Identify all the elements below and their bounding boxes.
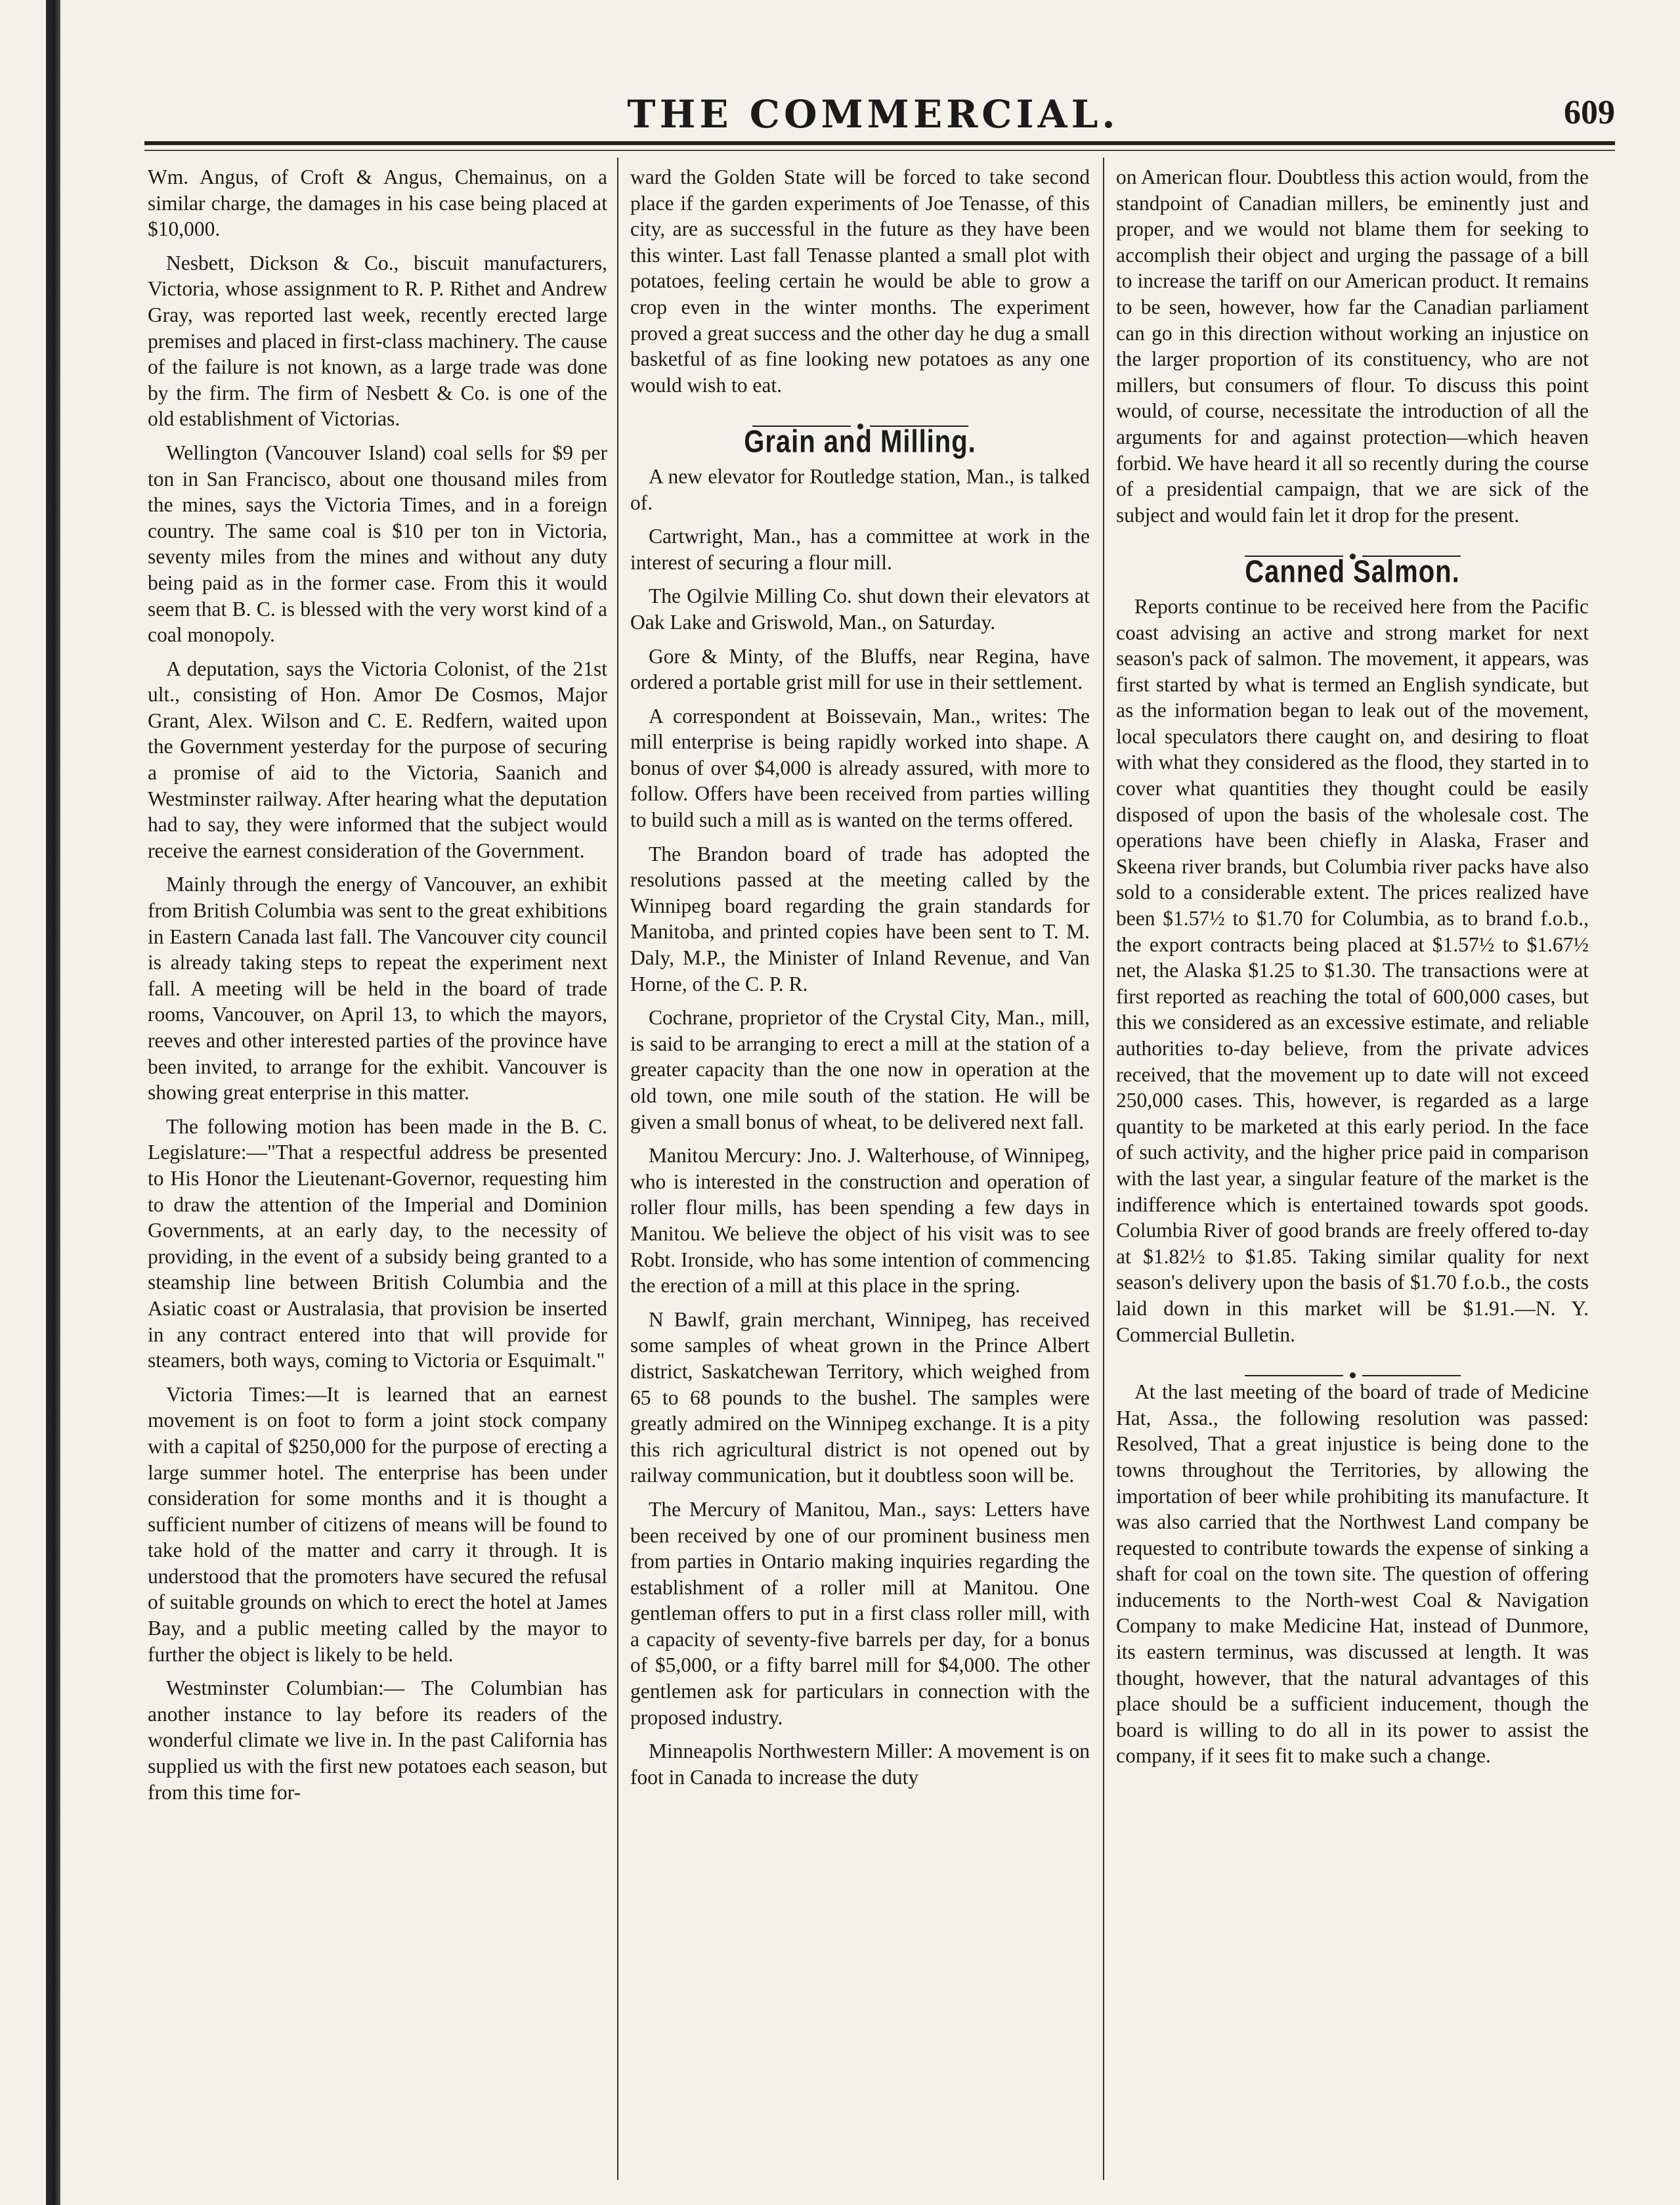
column-divider — [1103, 158, 1104, 2180]
scan-binding-edge — [46, 0, 60, 2205]
masthead-rule-thin — [144, 150, 1615, 151]
article-paragraph: Cochrane, proprietor of the Crystal City, Man., mill, is said to be arranging to erect a mill at the station of a greater capacity than the one now in operation at the old town, one mile south of the station. He will be given a small bonus of wheat, to be delivered next fall. — [630, 1006, 1090, 1133]
article-paragraph: The Mercury of Manitou, Man., says: Letters have been received by one of our prominent business men from parties in Ontario making inquiries regarding the establishment of a roller mill at Manitou. One gentleman offers to put in a first class roller mill, with a capacity of seventy-five barrels per day, for a bonus of $5,000, or a fifty barrel mill for $4,000. The other gentlemen ask for particulars in connection with the proposed industry. — [630, 1497, 1090, 1729]
article-paragraph: ward the Golden State will be forced to take second place if the garden experiments of Joe Tenasse, of this city, are as successful in the future as they have been this winter. Last fall Tenasse planted a small plot with potatoes, feeling certain he would be able to grow a crop even in the winter months. The experiment proved a great success and the other day he dug a small basketful of as fine looking new potatoes as any one would wish to eat. — [630, 165, 1090, 397]
article-paragraph: Wellington (Vancouver Island) coal sells for $9 per ton in San Francisco, about one thousand miles from the mines, says the Victoria Times, and in a foreign country. The same coal is $10 per ton in Victoria, seventy miles from the mines and without any duty being paid as in the former case. From this it would seem that B. C. is blessed with the very worst kind of a coal monopoly. — [148, 441, 607, 647]
column-1 — [148, 164, 607, 2173]
article-paragraph: At the last meeting of the board of trade of Medicine Hat, Assa., the following resolution was passed: Resolved, That a great injustice is being done to the towns throughout the Territories, by allowing the importation of beer while prohibiting its manufacture. It was also carried that the Northwest Land company be requested to contribute towards the expense of sinking a shaft for coal on the town site. The question of offering inducements to the North-west Coal & Navigation Company to make Medicine Hat, instead of Dunmore, its eastern terminus, was discussed at length. It was thought, however, that the natural advantages of this place should be a sufficient inducement, though the board is willing to do all in its power to assist the company, if it sees fit to make such a change. — [1116, 1380, 1589, 1768]
article-paragraph: The Ogilvie Milling Co. shut down their elevators at Oak Lake and Griswold, Man., on Saturday. — [630, 584, 1090, 634]
section-separator — [630, 411, 1090, 418]
article-paragraph: A correspondent at Boissevain, Man., writes: The mill enterprise is being rapidly worked into shape. A bonus of over $4,000 is already assured, with more to follow. Offers have been received from parties willing to build such a mill as is wanted on the terms offered. — [630, 704, 1090, 832]
column-3 — [1116, 164, 1589, 2173]
article-paragraph: Reports continue to be received here from the Pacific coast advising an active and strong market for next season's pack of salmon. The movement, it appears, was first started by what is termed an English syndicate, but as the information began to leak out of the movement, local speculators there caught on, and desiring to float with what they considered as the flood, they started in to cover what quantities they thought could be easily disposed of upon the basis of the wholesale cost. The operations have been chiefly in Alaska, Fraser and Skeena river brands, but Columbia river packs have also sold to a considerable extent. The prices realized have been $1.57½ to $1.70 for Columbia, as to brand f.o.b., the export contracts being placed at $1.57½ to $1.67½ net, the Alaska $1.25 to $1.30. The transactions were at first reported as reaching the total of 600,000 cases, but this we considered as an excessive estimate, and reliable authorities to-day believe, from the private advices received, that the movement up to date will not exceed 250,000 cases. This, however, is regarded as a large quantity to be marketed at this early period. In the face of such activity, and the higher price paid in comparison with the last year, a singular feature of the market is the indifference which is entertained towards spot goods. Columbia River of good brands are freely offered to-day at $1.82½ to $1.85. Taking similar quality for next season's delivery upon the basis of $1.70 f.o.b., the costs laid down in this market will be $1.91.—N. Y. Commercial Bulletin. — [1116, 594, 1589, 1346]
article-paragraph: N Bawlf, grain merchant, Winnipeg, has received some samples of wheat grown in the Prince Albert district, Saskatchewan Territory, which weighed from 65 to 68 pounds to the bushel. The samples were greatly admired on the Winnipeg exchange. It is a pity this rich agricultural district is not opened out by railway communication, but it doubtless soon will be. — [630, 1307, 1090, 1487]
article-paragraph: A new elevator for Routledge station, Man., is talked of. — [630, 464, 1090, 514]
section-separator — [1116, 1361, 1589, 1367]
article-paragraph: Victoria Times:—It is learned that an earnest movement is on foot to form a joint stock company with a capital of $250,000 for the purpose of erecting a large summer hotel. The enterprise has been under consideration for some months and it is thought a sufficient number of citizens of means will be found to take hold of the matter and carry it through. It is understood that the promoters have secured the refusal of suitable grounds on which to erect the hotel at James Bay, and a public meeting called by the mayor to further the object is likely to be held. — [148, 1382, 607, 1666]
article-paragraph: on American flour. Doubtless this action would, from the standpoint of Canadian millers, be eminently just and proper, and we would not blame them for seeking to accomplish their object and urging the passage of a bill to increase the tariff on our American product. It remains to be seen, however, how far the Canadian parliament can go in this direction without working an injustice on the larger proportion of its constituency, who are not millers, but consumers of flour. To discuss this point would, of course, necessitate the introduction of all the arguments for and against protection—which heaven forbid. We have heard it all so recently during the course of a presidential campaign, that we are sick of the subject and would fain let it drop for the present. — [1116, 165, 1589, 527]
section-heading: Canned Salmon. — [1245, 554, 1460, 590]
article-paragraph: The Brandon board of trade has adopted the resolutions passed at the meeting called by the Winnipeg board regarding the grain standards for Manitoba, and printed copies have been sent to T. M. Daly, M.P., the Minister of Inland Revenue, and Van Horne, of the C. P. R. — [630, 842, 1090, 995]
article-paragraph: Nesbett, Dickson & Co., biscuit manufacturers, Victoria, whose assignment to R. P. Rithet and Andrew Gray, was reported last week, recently erected large premises and placed in first-class machinery. The cause of the failure is not known, as a large trade was done by the firm. The firm of Nesbett & Co. is one of the old establishment of Victorias. — [148, 251, 607, 431]
article-paragraph: The following motion has been made in the B. C. Legislature:—"That a respectful address be presented to His Honor the Lieutenant-Governor, requesting him to draw the attention of the Imperial and Dominion Governments, at an early day, to the necessity of providing, in the event of a subsidy being granted to a steamship line between British Columbia and the Asiatic coast or Australasia, that provision be inserted in any contract entered into that will provide for steamers, both ways, coming to Victoria or Esquimalt." — [148, 1114, 607, 1372]
article-paragraph: Gore & Minty, of the Bluffs, near Regina, have ordered a portable grist mill for use in their settlement. — [630, 644, 1090, 694]
article-paragraph: Cartwright, Man., has a committee at work in the interest of securing a flour mill. — [630, 525, 1090, 574]
article-paragraph: Manitou Mercury: Jno. J. Walterhouse, of Winnipeg, who is interested in the construction and operation of roller flour mills, has been spending a few days in Manitou. We believe the object of his visit was to see Robt. Ironside, who has some intention of commencing the erection of a mill at this place in the spring. — [630, 1144, 1090, 1298]
article-paragraph: Minneapolis Northwestern Miller: A movement is on foot in Canada to increase the duty — [630, 1739, 1090, 1789]
article-paragraph: Westminster Columbian:— The Columbian has another instance to lay before its readers of the wonderful climate we live in. In the past California has supplied us with the first new potatoes each season, but from this time for- — [148, 1676, 607, 1804]
section-heading: Grain and Milling. — [744, 424, 976, 460]
masthead — [131, 85, 1615, 144]
column-2 — [630, 164, 1090, 2173]
column-divider — [617, 158, 618, 2180]
article-paragraph: Wm. Angus, of Croft & Angus, Chemainus, on a similar charge, the damages in his case being placed at $10,000. — [148, 165, 607, 241]
section-separator — [1116, 541, 1589, 548]
page-number: 609 — [1564, 94, 1615, 131]
newspaper-title: THE COMMERCIAL. — [627, 92, 1119, 137]
article-paragraph: Mainly through the energy of Vancouver, an exhibit from British Columbia was sent to the great exhibitions in Eastern Canada last fall. The Vancouver city council is already taking steps to repeat the experiment next fall. A meeting will be held in the board of trade rooms, Vancouver, on April 13, to which the mayors, reeves and other interested parties of the province have been invited, to arrange for the exhibit. Vancouver is showing great enterprise in this matter. — [148, 873, 607, 1104]
article-paragraph: A deputation, says the Victoria Colonist, of the 21st ult., consisting of Hon. Amor De Cosmos, Major Grant, Alex. Wilson and C. E. Redfern, waited upon the Government yesterday for the purpose of securing a promise of aid to the Victoria, Saanich and Westminster railway. After hearing what the deputation had to say, they were informed that the subject would receive the earnest consideration of the Government. — [148, 657, 607, 862]
masthead-rule — [144, 141, 1615, 145]
